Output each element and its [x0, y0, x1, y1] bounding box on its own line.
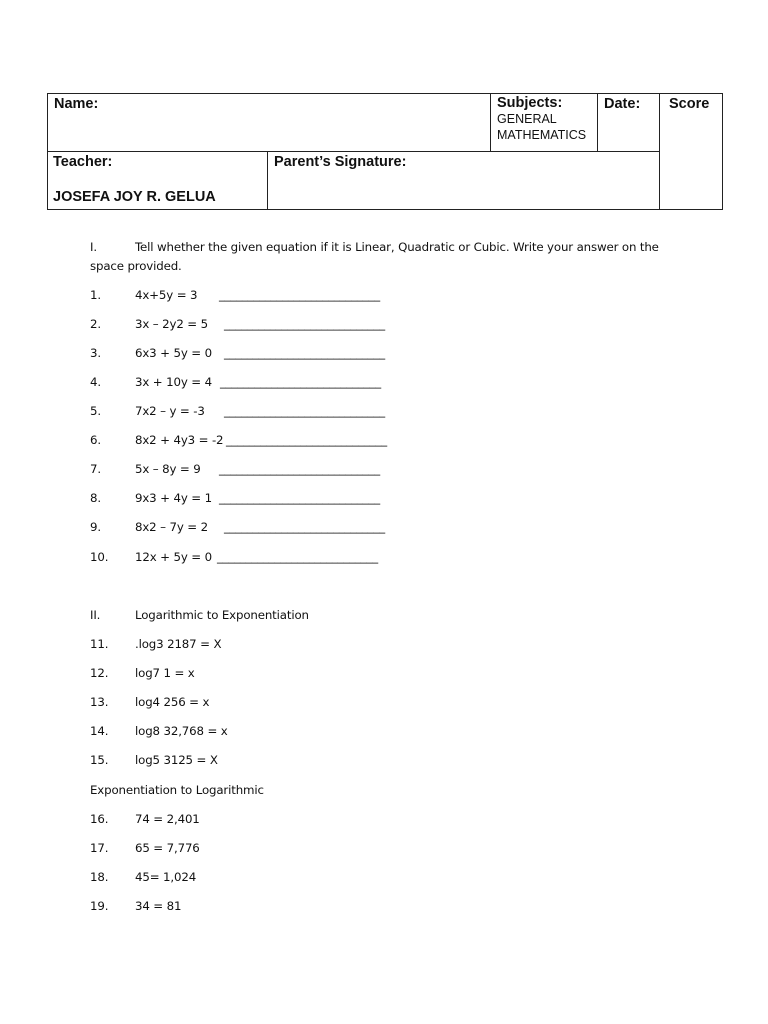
item-number: 17.	[90, 841, 109, 855]
answer-blank[interactable]: ____________________________	[220, 375, 381, 389]
item-number: 8.	[90, 491, 101, 505]
item-equation: log8 32,768 = x	[135, 724, 228, 738]
answer-blank[interactable]: ____________________________	[219, 491, 380, 505]
item-equation: 6x3 + 5y = 0	[135, 346, 212, 360]
item-number: 9.	[90, 520, 101, 534]
item-number: 16.	[90, 812, 109, 826]
subjects-value-line1: GENERAL	[497, 112, 557, 126]
item-equation: log7 1 = x	[135, 666, 195, 680]
item-equation: 12x + 5y = 0	[135, 550, 212, 564]
item-number: 6.	[90, 433, 101, 447]
name-cell[interactable]	[48, 94, 491, 152]
item-equation: 3x + 10y = 4	[135, 375, 212, 389]
part1-roman: I.	[90, 240, 97, 254]
answer-blank[interactable]: ____________________________	[226, 433, 387, 447]
item-equation: 34 = 81	[135, 899, 182, 913]
item-number: 3.	[90, 346, 101, 360]
date-cell[interactable]	[598, 94, 660, 152]
item-number: 18.	[90, 870, 109, 884]
subjects-value-line2: MATHEMATICS	[497, 127, 587, 142]
date-label: Date:	[604, 96, 641, 112]
item-equation: 3x – 2y2 = 5	[135, 317, 208, 331]
part2-title: Logarithmic to Exponentiation	[135, 608, 309, 622]
subjects-cell	[491, 94, 598, 152]
worksheet-header-table	[47, 93, 723, 210]
answer-blank[interactable]: ____________________________	[224, 317, 385, 331]
item-number: 1.	[90, 288, 101, 302]
item-number: 19.	[90, 899, 109, 913]
parent-signature-cell[interactable]	[268, 152, 660, 210]
score-cell[interactable]	[660, 94, 723, 210]
item-number: 4.	[90, 375, 101, 389]
item-number: 13.	[90, 695, 109, 709]
teacher-cell	[48, 152, 268, 210]
answer-blank[interactable]: ____________________________	[224, 404, 385, 418]
item-equation: 74 = 2,401	[135, 812, 200, 826]
teacher-name: JOSEFA JOY R. GELUA	[53, 189, 216, 205]
answer-blank[interactable]: ____________________________	[224, 520, 385, 534]
item-equation: .log3 2187 = X	[135, 637, 222, 651]
item-equation: log4 256 = x	[135, 695, 210, 709]
subjects-label: Subjects:	[497, 95, 563, 111]
part1-instruction-line1: Tell whether the given equation if it is Linear, Quadratic or Cubic. Write your answer on the	[135, 240, 659, 254]
teacher-label: Teacher:	[53, 154, 113, 170]
item-number: 7.	[90, 462, 101, 476]
score-label: Score	[669, 96, 710, 112]
item-number: 15.	[90, 753, 109, 767]
parent-signature-label: Parent’s Signature:	[274, 154, 407, 170]
item-number: 10.	[90, 550, 109, 564]
item-number: 2.	[90, 317, 101, 331]
item-equation: 65 = 7,776	[135, 841, 200, 855]
item-equation: 5x – 8y = 9	[135, 462, 201, 476]
item-number: 12.	[90, 666, 109, 680]
answer-blank[interactable]: ____________________________	[219, 462, 380, 476]
item-equation: 7x2 – y = -3	[135, 404, 205, 418]
item-equation: 8x2 + 4y3 = -2	[135, 433, 224, 447]
answer-blank[interactable]: ____________________________	[217, 550, 378, 564]
item-equation: 4x+5y = 3	[135, 288, 198, 302]
item-number: 11.	[90, 637, 109, 651]
item-equation: log5 3125 = X	[135, 753, 218, 767]
item-number: 14.	[90, 724, 109, 738]
part2-roman: II.	[90, 608, 101, 622]
name-label: Name:	[54, 96, 99, 112]
answer-blank[interactable]: ____________________________	[224, 346, 385, 360]
item-equation: 9x3 + 4y = 1	[135, 491, 212, 505]
item-equation: 45= 1,024	[135, 870, 197, 884]
item-equation: 8x2 – 7y = 2	[135, 520, 208, 534]
item-number: 5.	[90, 404, 101, 418]
part2-subtitle: Exponentiation to Logarithmic	[90, 783, 264, 797]
answer-blank[interactable]: ____________________________	[219, 288, 380, 302]
part1-instruction-line2: space provided.	[90, 259, 182, 273]
